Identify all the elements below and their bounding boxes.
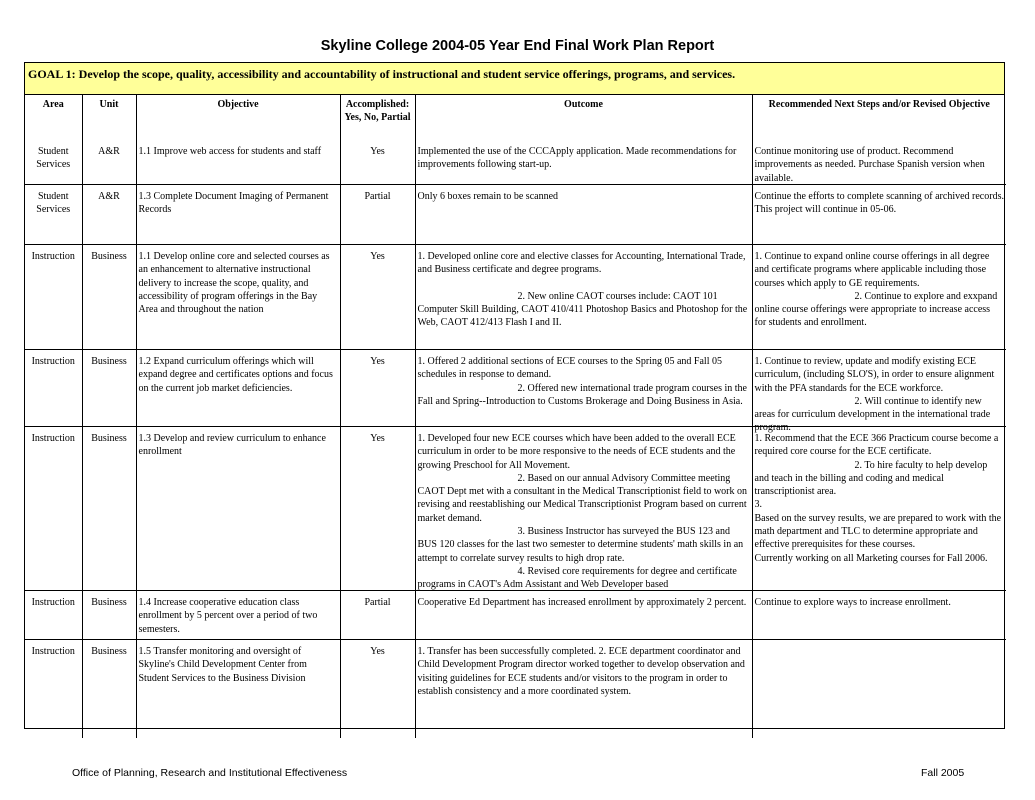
column-header-outcome: Outcome	[415, 95, 752, 140]
cell-objective: 1.3 Develop and review curriculum to enhance enrollment	[136, 427, 340, 591]
cell-next-steps: Continue the efforts to complete scanning of archived records. This project will continue in 05-06.	[752, 185, 1006, 245]
footer-office: Office of Planning, Research and Institutional Effectiveness	[72, 767, 348, 779]
cell-accomplished: Yes	[340, 427, 415, 591]
cell-next-steps: Continue to explore ways to increase enrollment.	[752, 591, 1006, 640]
cell-objective: 1.1 Develop online core and selected courses as an enhancement to alternative instructional delivery to increase the scope, quality, and accessibility of program offerings in the Bay Area and throughout the nation	[136, 245, 340, 350]
cell-next-steps: 1. Continue to review, update and modify existing ECE curriculum, (including SLO'S), in order to ensure alignment with the PFA standards for the ECE workforce. 2. Will continue to identify new areas for curriculum development in the international trade program.	[752, 350, 1006, 427]
cell-area: Instruction	[25, 591, 82, 640]
cell-outcome: Implemented the use of the CCCApply application. Made recommendations for improvements following start-up.	[415, 140, 752, 185]
cell-unit: A&R	[82, 140, 136, 185]
cell-accomplished: Partial	[340, 591, 415, 640]
table-row	[25, 591, 1006, 640]
cell-area: Instruction	[25, 640, 82, 739]
cell-area: Instruction	[25, 427, 82, 591]
column-header-objective: Objective	[136, 95, 340, 140]
cell-area: Student Services	[36, 146, 71, 171]
cell-next-steps: 1. Continue to expand online course offerings in all degree and certificate programs where applicable including those courses which apply to GE requirements. 2. Continue to explore and exxpand online course offerings were appropriate to increase access for students and enrollment.	[752, 245, 1006, 350]
cell-objective: 1.5 Transfer monitoring and oversight of Skyline's Child Development Center from Student Services to the Business Division	[136, 640, 340, 739]
footer-term: Fall 2005	[921, 767, 965, 779]
cell-objective: 1.1 Improve web access for students and staff	[136, 140, 340, 185]
cell-objective: 1.2 Expand curriculum offerings which will expand degree and certificates options and focus on the current job market deficiencies.	[136, 350, 340, 427]
cell-unit: Business	[82, 245, 136, 350]
cell-unit: Business	[82, 427, 136, 591]
cell-accomplished: Yes	[340, 245, 415, 350]
cell-outcome: 1. Offered 2 additional sections of ECE courses to the Spring 05 and Fall 05 schedules in response to demand. 2. Offered new international trade program courses in the Fall and Spring--Introduction to Customs Brokerage and Doing Business in Asia.	[415, 350, 752, 427]
cell-unit: Business	[82, 591, 136, 640]
column-header-accomplished: Accomplished: Yes, No, Partial	[340, 95, 415, 140]
report-title: Skyline College 2004-05 Year End Final Work Plan Report	[320, 38, 715, 54]
table-body	[25, 140, 1006, 738]
cell-unit: Business	[82, 640, 136, 739]
column-header-next-steps: Recommended Next Steps and/or Revised Objective	[752, 95, 1006, 140]
cell-objective: 1.3 Complete Document Imaging of Permanent Records	[136, 185, 340, 245]
table-row	[25, 245, 1006, 350]
work-plan-table	[25, 95, 1006, 738]
cell-next-steps: Continue monitoring use of product. Recommend improvements as needed. Purchase Spanish version when available.	[752, 140, 1006, 185]
table-row	[25, 140, 1006, 185]
cell-unit: Business	[82, 350, 136, 427]
cell-accomplished: Partial	[340, 185, 415, 245]
cell-outcome: 1. Transfer has been successfully completed. 2. ECE department coordinator and Child Development Program director worked together to develop observation and visiting guidelines for ECE students and/or visitors to the program in order to establish consistency and a more coordinated system.	[415, 640, 752, 739]
cell-accomplished: Yes	[340, 140, 415, 185]
work-plan-table-frame	[24, 62, 1005, 729]
cell-outcome: Cooperative Ed Department has increased enrollment by approximately 2 percent.	[415, 591, 752, 640]
cell-accomplished: Yes	[340, 350, 415, 427]
cell-area: Instruction	[25, 245, 82, 350]
column-header-area: Area	[42, 99, 64, 110]
cell-objective: 1.4 Increase cooperative education class enrollment by 5 percent over a period of two semesters.	[136, 591, 340, 640]
cell-outcome: Only 6 boxes remain to be scanned	[415, 185, 752, 245]
cell-next-steps	[752, 640, 1006, 739]
cell-next-steps: 1. Recommend that the ECE 366 Practicum course become a required core course for the ECE certificate. 2. To hire faculty to help develop and teach in the billing and coding and medical transcriptionist area. 3. Based on the survey results, we are prepared to work with the math department and TLC to determine appropriate and effective prerequisites for these courses. Currently working on all Marketing courses for Fall 2006.	[752, 427, 1006, 591]
cell-accomplished: Yes	[340, 640, 415, 739]
column-header-unit: Unit	[82, 95, 136, 140]
cell-outcome: 1. Developed online core and elective classes for Accounting, International Trade, and Business certificate and degree programs. 2. New online CAOT courses include: CAOT 101 Computer Skill Building, CAOT 410/411 Photoshop Basics and Photoshop for the Web, CAOT 412/413 Flash I and II.	[415, 245, 752, 350]
table-row	[25, 640, 1006, 739]
cell-area: Instruction	[25, 350, 82, 427]
cell-outcome: 1. Developed four new ECE courses which have been added to the overall ECE curriculum in order to be more responsive to the needs of ECE students and the growing Preschool for All Movement. 2. Based on our annual Advisory Committee meeting CAOT Dept met with a consultant in the Medical Transcriptionist field to work on revising and reestablishing our Medical Transcriptionist Program based on current market demand. 3. Business Instructor has surveyed the BUS 123 and BUS 120 classes for the last two semester to determine students' math skills in an attempt to correlate survey results to high drop rate. 4. Revised core requirements for degree and certificate programs in CAOT's Adm Assistant and Web Developer based	[415, 427, 752, 591]
cell-area: Student Services	[25, 185, 82, 245]
table-row	[25, 350, 1006, 427]
table-row	[25, 185, 1006, 245]
goal-banner: GOAL 1: Develop the scope, quality, accessibility and accountability of instructional and student service offerings, programs, and services.	[25, 63, 1004, 95]
table-row	[25, 427, 1006, 591]
cell-unit: A&R	[82, 185, 136, 245]
